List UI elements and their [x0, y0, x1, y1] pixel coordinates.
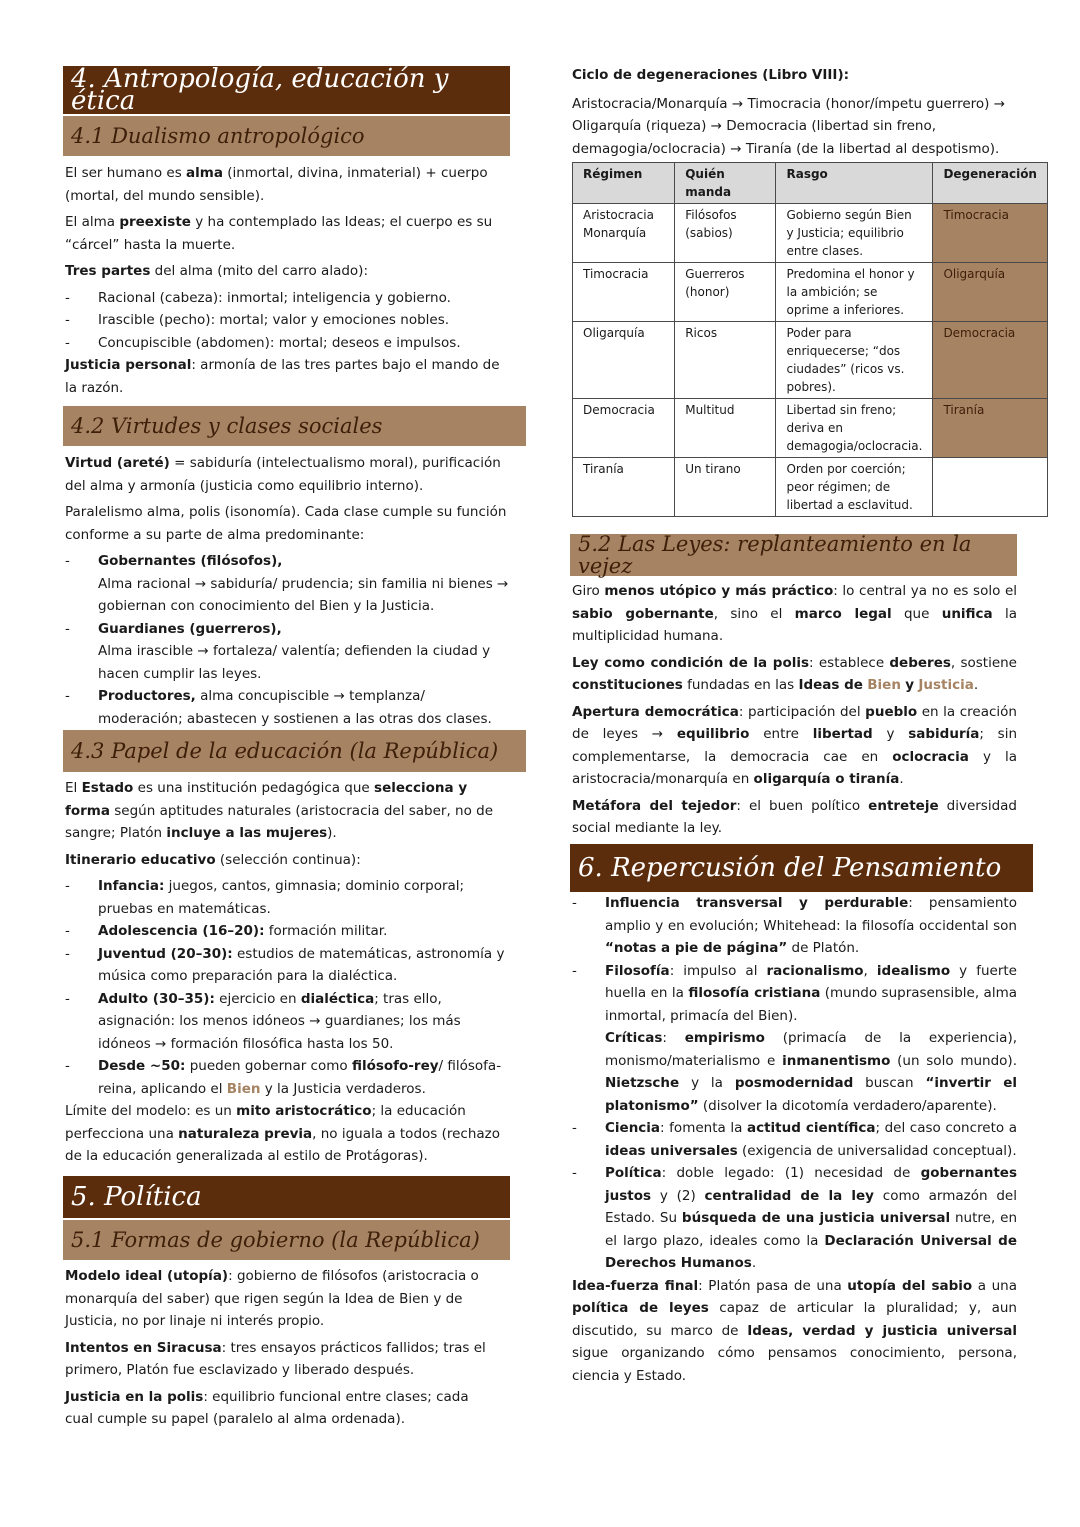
- bold-text: naturaleza previa: [178, 1125, 313, 1142]
- text-run: la multiplicidad humana.: [572, 605, 1017, 644]
- bold-text: selecciona y forma: [65, 780, 468, 819]
- text-run: Alma racional → sabiduría/ prudencia; sin familia ni bienes → gobiernan con conocimiento del Bien y la Justicia.: [98, 575, 509, 614]
- table-row: [573, 204, 1048, 263]
- table-cell: Oligarquía: [933, 263, 1048, 322]
- bold-text: Idea-fuerza final: [572, 1277, 699, 1294]
- bold-text: menos utópico y más práctico: [604, 583, 834, 599]
- text-run: fundadas en las: [682, 677, 799, 693]
- paragraph: [65, 260, 510, 283]
- bullet-dash: -: [572, 1120, 577, 1136]
- text-run: Límite del modelo: es un: [65, 1103, 237, 1119]
- text-run: : el buen político: [736, 797, 869, 814]
- bold-text: gobernantes justos: [605, 1165, 1017, 1204]
- section-5-2-heading: 5.2 Las Leyes: replanteamiento en la vejez: [570, 534, 1017, 576]
- bold-text: sabiduría: [908, 726, 980, 742]
- bullet-dash: -: [65, 334, 70, 351]
- text-run: Concupiscible (abdomen): mortal; deseos e impulsos.: [98, 334, 461, 351]
- table-cell: Oligarquía: [573, 322, 675, 399]
- text-run: El: [65, 780, 82, 796]
- bullet-dash: -: [572, 1165, 577, 1181]
- bold-text: posmodernidad: [734, 1075, 854, 1091]
- paragraph: [65, 1265, 495, 1333]
- bullet-dash: -: [65, 312, 70, 328]
- paragraph: [572, 580, 1017, 648]
- text-run: estudios de matemáticas, astronomía y música como preparación para la dialéctica.: [98, 945, 505, 984]
- text-run: ; sin complementarse, la democracia cae en: [572, 726, 1018, 765]
- table-row: [573, 263, 1048, 322]
- bullet-list: [572, 892, 1017, 1275]
- list-item: [572, 1117, 1017, 1162]
- bold-text: Productores,: [98, 688, 196, 704]
- text-run: nutre, en el largo plazo, ideales como la: [605, 1210, 1018, 1249]
- table-cell: [933, 458, 1048, 517]
- paragraph: [65, 452, 510, 497]
- text-run: ,: [863, 962, 877, 979]
- text-run: : lo central ya no es solo el: [833, 583, 1017, 599]
- list-item: [65, 988, 510, 1056]
- text-run: Paralelismo alma, polis (isonomía). Cada clase cumple su función conforme a su parte de alma predominante:: [65, 504, 507, 543]
- paragraph: [65, 1337, 495, 1382]
- bold-text: Adolescencia (16–20):: [98, 923, 265, 939]
- paragraph: [65, 354, 510, 399]
- bold-text: búsqueda de una justicia universal: [681, 1210, 951, 1226]
- bold-text: actitud científica: [746, 1120, 876, 1136]
- text-run: diversidad social mediante la ley.: [572, 797, 1018, 836]
- list-item: [65, 920, 510, 943]
- text-run: (primacía de la experiencia), monismo/materialismo e: [605, 1030, 1018, 1069]
- bold-text: idealismo: [876, 962, 951, 979]
- text-run: (un solo mundo).: [890, 1052, 1017, 1069]
- text-run: y la: [679, 1075, 735, 1091]
- bullet-dash: -: [65, 553, 70, 569]
- text-run: ; tras ello, asignación: los menos idóneos → guardianes; los más idóneos → formación filosófica hasta los 50.: [98, 990, 461, 1052]
- bold-text: Ciencia: [605, 1120, 661, 1136]
- list-item-text: [98, 988, 510, 1056]
- text-run: : Platón pasa de una: [698, 1277, 848, 1294]
- table-cell: Libertad sin freno; deriva en demagogia/oclocracia.: [776, 399, 933, 458]
- list-item-text: [98, 550, 510, 618]
- bold-text: empirismo: [684, 1030, 765, 1046]
- list-item-text: [98, 287, 510, 310]
- bold-text: preexiste: [119, 214, 191, 230]
- text-run: ; la educación perfecciona una: [65, 1103, 466, 1142]
- bold-text: oligarquía o tiranía: [753, 771, 900, 787]
- regimes-table: [572, 162, 1048, 517]
- section-4-3-heading: 4.3 Papel de la educación (la República): [63, 730, 526, 772]
- table-cell: Gobierno según Bien y Justicia; equilibrio entre clases.: [776, 204, 933, 263]
- list-item: [65, 875, 510, 920]
- list-item: [65, 550, 510, 618]
- text-run: (mundo suprasensible, alma inmortal, primacía del Bien).: [605, 985, 1018, 1024]
- text-run: : tres ensayos prácticos fallidos; tras el primero, Platón fue esclavizado y liberado después.: [65, 1339, 486, 1378]
- text-run: a una: [972, 1277, 1017, 1294]
- bold-text: filosofía cristiana: [688, 985, 821, 1001]
- text-run: sigue organizando cómo pensamos conocimiento, persona, ciencia y Estado.: [572, 1345, 1017, 1384]
- text-run: .: [899, 771, 904, 787]
- table-cell: Timocracia: [933, 204, 1048, 263]
- bold-text: sabio gobernante: [572, 605, 714, 622]
- text-run: y la Justicia verdaderos.: [260, 1080, 426, 1097]
- bold-text: racionalismo: [766, 962, 864, 979]
- list-item: [65, 287, 510, 310]
- paragraph: [65, 777, 510, 845]
- bullet-dash: -: [65, 688, 70, 704]
- bold-text: marco legal: [794, 605, 892, 622]
- bold-text: “notas a pie de página”: [605, 940, 788, 956]
- text-run: :: [662, 1030, 685, 1046]
- paragraph: [572, 795, 1017, 840]
- section-5-2-body: [572, 580, 1017, 844]
- paragraph: [65, 1386, 495, 1431]
- list-item: [65, 685, 510, 730]
- text-run: y ha contemplado las Ideas; el cuerpo es su “cárcel” hasta la muerte.: [65, 214, 493, 253]
- table-cell: Democracia: [573, 399, 675, 458]
- text-run: (disolver la dicotomía verdadero/aparente).: [698, 1097, 997, 1114]
- text-run: , sino el: [713, 605, 795, 622]
- bold-text: Guardianes (guerreros),: [98, 620, 282, 637]
- bold-text: Influencia transversal y perdurable: [605, 895, 909, 911]
- bold-text: Política: [605, 1165, 662, 1181]
- text-run: del alma (mito del carro alado):: [150, 263, 368, 279]
- text-run: buscan: [853, 1075, 926, 1091]
- text-run: , sostiene: [950, 654, 1017, 671]
- text-run: El ser humano es: [65, 165, 187, 181]
- list-item-text: [605, 892, 1017, 960]
- text-run: : doble legado: (1) necesidad de: [661, 1165, 921, 1181]
- list-item: [572, 892, 1017, 960]
- bold-text: política de leyes: [572, 1300, 709, 1316]
- text-run: y la aristocracia/monarquía en: [572, 748, 1017, 787]
- section-4-1-heading: 4.1 Dualismo antropológico: [63, 116, 510, 156]
- text-run: en la creación de leyes →: [572, 703, 1017, 742]
- paragraph: [65, 849, 510, 872]
- bold-text: oclocracia: [892, 748, 969, 765]
- list-item-text: [98, 332, 510, 355]
- bullet-dash: -: [65, 620, 70, 637]
- text-run: : gobierno de filósofos (aristocracia o monarquía del saber) que rigen según la Idea de Bien y de Justicia, no por linaje ni interés propio.: [65, 1268, 479, 1329]
- text-run: pueden gobernar como: [185, 1058, 352, 1074]
- text-run: Alma irascible → fortaleza/ valentía; defienden la ciudad y hacen cumplir las leyes.: [98, 643, 491, 682]
- text-run: (exigencia de universalidad conceptual).: [737, 1142, 1017, 1159]
- table-cell: Guerreros (honor): [675, 263, 776, 322]
- bold-text: incluye a las mujeres: [166, 825, 328, 841]
- bold-text: inmanentismo: [782, 1052, 891, 1069]
- table-header-row: [573, 163, 1048, 204]
- table-cell: Multitud: [675, 399, 776, 458]
- table-cell: Poder para enriquecerse; “dos ciudades” (ricos vs. pobres).: [776, 322, 933, 399]
- text-run: : impulso al: [669, 962, 767, 979]
- list-item-text: [98, 875, 510, 920]
- bold-text: Ideas, verdad y justicia universal: [747, 1322, 1017, 1339]
- text-run: , no iguala a todos (rechazo de la educación generalizada al estilo de Protágoras).: [65, 1125, 501, 1164]
- text-run: (selección continua):: [215, 851, 361, 868]
- bold-text: Críticas: [605, 1030, 663, 1046]
- text-run: alma concupiscible → templanza/ moderación; abastecen y sostienen a las otras dos clases.: [98, 688, 492, 727]
- list-item-text: [98, 309, 510, 332]
- bold-text: Virtud (areté): [65, 455, 170, 471]
- bullet-dash: -: [65, 878, 70, 894]
- table-row: [573, 399, 1048, 458]
- bold-text: Metáfora del tejedor: [572, 797, 737, 814]
- text-run: : armonía de las tres partes bajo el mando de la razón.: [65, 357, 500, 396]
- paragraph: [65, 211, 510, 256]
- text-run: : pensamiento amplio y en evolución; Whitehead: la filosofía occidental son: [605, 895, 1017, 934]
- bullet-dash: -: [65, 990, 70, 1007]
- text-run: (inmortal, divina, inmaterial) + cuerpo (mortal, del mundo sensible).: [65, 165, 488, 204]
- text-run: Giro: [572, 583, 605, 599]
- bold-text: Tres partes: [65, 263, 151, 279]
- list-item: [65, 943, 510, 988]
- table-cell: Timocracia: [573, 263, 675, 322]
- section-5-1-heading: 5.1 Formas de gobierno (la República): [63, 1220, 510, 1260]
- table-cell: Orden por coerción; peor régimen; de libertad a esclavitud.: [776, 458, 933, 517]
- bold-text: Apertura democrática: [572, 703, 739, 720]
- text-run: y fuerte huella en la: [605, 962, 1017, 1001]
- text-run: ejercicio en: [214, 990, 301, 1007]
- bold-text: centralidad de la ley: [704, 1187, 874, 1204]
- table-header-cell: Quién manda: [675, 163, 776, 204]
- bullet-dash: -: [65, 289, 70, 306]
- text-run: = sabiduría (intelectualismo moral), purificación del alma y armonía (justicia como equilibrio interno).: [65, 455, 501, 494]
- table-header-cell: Régimen: [573, 163, 675, 204]
- table-cell: Un tirano: [675, 458, 776, 517]
- text-run: .: [973, 677, 979, 693]
- bold-text: Filosofía: [605, 962, 670, 979]
- bold-text: equilibrio: [676, 726, 750, 742]
- list-item-text: [98, 943, 510, 988]
- list-item-text: [98, 685, 510, 730]
- bold-text: dialéctica: [300, 990, 375, 1007]
- bold-text: Declaración Universal de Derechos Humanos: [605, 1232, 1017, 1271]
- bold-text: alma: [186, 165, 223, 181]
- text-run: ; del caso concreto a: [875, 1120, 1017, 1136]
- highlight-text: Justicia: [918, 677, 974, 693]
- text-run: ).: [327, 825, 337, 841]
- list-item-text: [98, 920, 510, 943]
- text-run: juegos, cantos, gimnasia; dominio corporal; pruebas en matemáticas.: [98, 878, 465, 917]
- section-4-2-heading: 4.2 Virtudes y clases sociales: [63, 406, 526, 446]
- section-4-3-body: [65, 777, 510, 1172]
- text-run: es una institución pedagógica que: [133, 780, 375, 796]
- text-run: Irascible (pecho): mortal; valor y emociones nobles.: [98, 312, 450, 328]
- paragraph: [65, 162, 510, 207]
- list-item-text: [98, 618, 510, 686]
- list-item-text: [605, 960, 1017, 1118]
- bullet-dash: -: [65, 923, 70, 939]
- list-item-text: [605, 1117, 1017, 1162]
- text-run: y (2): [651, 1187, 705, 1204]
- bullet-dash: -: [572, 962, 577, 979]
- bold-text: filósofo-rey: [351, 1058, 439, 1074]
- section-6-body: [572, 892, 1017, 1391]
- section-4-heading: 4. Antropología, educación y ética: [63, 66, 510, 114]
- text-run: : participación del: [738, 703, 866, 720]
- list-item: [65, 309, 510, 332]
- ciclo-block: [572, 64, 1032, 164]
- bold-text: Intentos en Siracusa: [65, 1339, 222, 1356]
- list-item: [65, 618, 510, 686]
- table-cell: Predomina el honor y la ambición; se oprime a inferiores.: [776, 263, 933, 322]
- ciclo-text: Aristocracia/Monarquía → Timocracia (honor/ímpetu guerrero) → Oligarquía (riqueza) → Democracia (libertad sin freno, demagogia/oclocracia) → Tiranía (de la libertad al despotismo).: [572, 95, 1006, 157]
- paragraph: [65, 501, 510, 546]
- list-item: [65, 332, 510, 355]
- bullet-list: [65, 550, 510, 730]
- bullet-dash: -: [65, 945, 70, 962]
- bullet-list: [65, 287, 510, 355]
- highlight-text: Bien: [226, 1080, 261, 1097]
- text-run: según aptitudes naturales (aristocracia del saber, no de sangre; Platón: [65, 802, 494, 841]
- bold-text: Modelo ideal (utopía): [65, 1268, 229, 1284]
- bold-text: mito aristocrático: [236, 1103, 372, 1119]
- bullet-list: [65, 875, 510, 1100]
- table-row: [573, 458, 1048, 517]
- text-run: / filósofa-reina, aplicando el: [98, 1058, 502, 1097]
- table-cell: Ricos: [675, 322, 776, 399]
- list-item: [65, 1055, 510, 1100]
- text-run: que: [891, 605, 942, 622]
- bold-text: ideas universales: [605, 1142, 738, 1159]
- paragraph: [572, 652, 1017, 697]
- section-5-1-body: [65, 1265, 495, 1435]
- bullet-dash: -: [572, 895, 577, 911]
- text-run: El alma: [65, 214, 120, 230]
- table-cell: Tiranía: [573, 458, 675, 517]
- bold-text: Estado: [81, 780, 134, 796]
- bold-text: constituciones: [572, 677, 683, 693]
- table-row: [573, 322, 1048, 399]
- table-header-cell: Rasgo: [776, 163, 933, 204]
- bold-text: Nietzsche: [605, 1075, 680, 1091]
- bold-text: Justicia en la polis: [65, 1388, 204, 1405]
- text-run: : establece: [809, 654, 890, 671]
- text-run: : equilibrio funcional entre clases; cada cual cumple su papel (paralelo al alma ordenada).: [65, 1388, 469, 1427]
- bold-text: Infancia:: [98, 878, 165, 894]
- text-run: capaz de articular la pluralidad; y, aun discutido, su marco de: [572, 1300, 1017, 1339]
- table-cell: Tiranía: [933, 399, 1048, 458]
- bullet-dash: -: [65, 1058, 70, 1074]
- paragraph: [65, 1100, 510, 1168]
- table-cell: Aristocracia Monarquía: [573, 204, 675, 263]
- bold-text: Juventud (20–30):: [98, 945, 233, 962]
- text-run: : fomenta la: [660, 1120, 747, 1136]
- section-5-heading: 5. Política: [63, 1176, 510, 1218]
- list-item-text: [605, 1162, 1017, 1275]
- text-run: de Platón.: [787, 940, 860, 956]
- bold-text: Adulto (30–35):: [98, 990, 215, 1007]
- text-run: entre: [749, 726, 813, 742]
- table-cell: Democracia: [933, 322, 1048, 399]
- bold-text: Gobernantes (filósofos),: [98, 553, 283, 569]
- bold-text: Justicia personal: [65, 357, 192, 373]
- bold-text: “invertir el platonismo”: [605, 1075, 1017, 1114]
- section-4-1-body: [65, 162, 510, 403]
- table-body: [573, 204, 1048, 517]
- bold-text: libertad: [812, 726, 873, 742]
- bold-text: Ley como condición de la polis: [572, 654, 810, 671]
- text-run: formación militar.: [264, 923, 388, 939]
- bold-text: deberes: [889, 654, 951, 671]
- section-4-2-body: [65, 452, 510, 730]
- bold-text: y: [905, 677, 915, 693]
- list-item: [572, 960, 1017, 1118]
- bold-text: utopía del sabio: [847, 1277, 973, 1294]
- ciclo-title: Ciclo de degeneraciones (Libro VIII):: [572, 67, 850, 83]
- final-paragraph: [572, 1275, 1017, 1388]
- bold-text: Ideas de: [798, 677, 863, 693]
- list-item-text: [98, 1055, 510, 1100]
- text-run: como armazón del Estado. Su: [605, 1187, 1017, 1226]
- text-run: y: [872, 726, 909, 742]
- list-item: [572, 1162, 1017, 1275]
- highlight-text: Bien: [867, 677, 901, 693]
- table-cell: Filósofos (sabios): [675, 204, 776, 263]
- table-header-cell: Degeneración: [933, 163, 1048, 204]
- bold-text: pueblo: [865, 703, 918, 720]
- section-6-heading: 6. Repercusión del Pensamiento: [570, 844, 1033, 892]
- bold-text: entreteje: [868, 797, 939, 814]
- bold-text: Desde ~50:: [98, 1058, 186, 1074]
- paragraph: [572, 701, 1017, 791]
- bold-text: unifica: [941, 605, 993, 622]
- text-run: Racional (cabeza): inmortal; inteligencia y gobierno.: [98, 289, 451, 306]
- text-run: .: [751, 1255, 757, 1271]
- bold-text: Itinerario educativo: [65, 851, 216, 868]
